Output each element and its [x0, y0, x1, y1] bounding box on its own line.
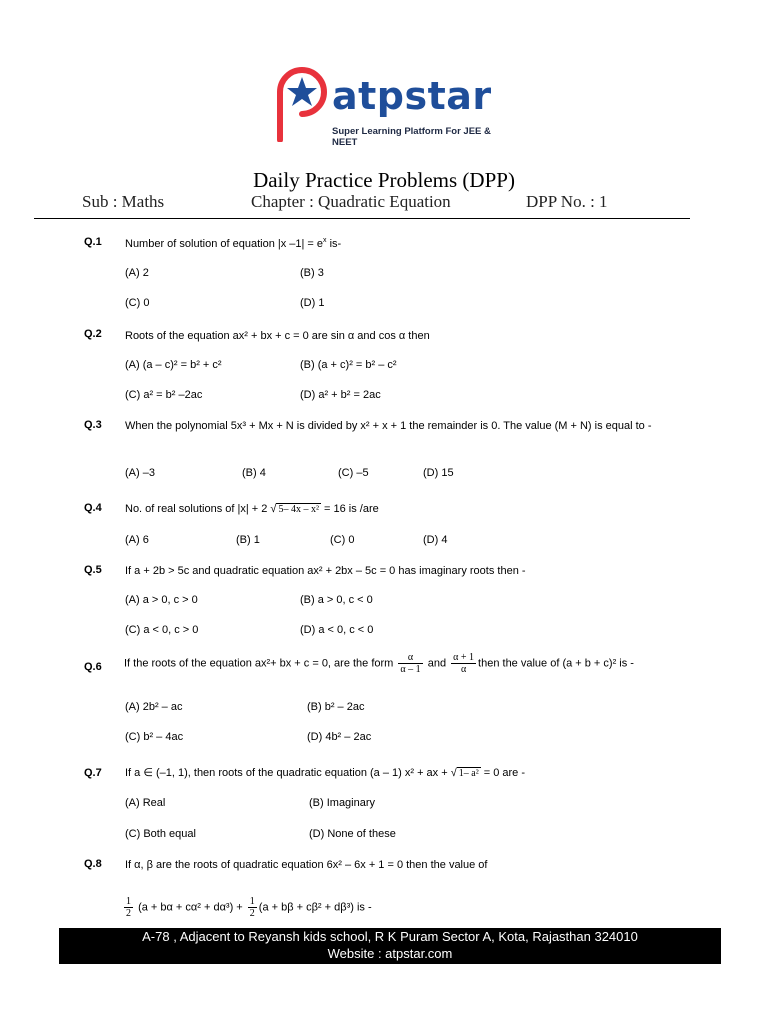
question-expression: $\frac{1}{2}$ (a + bα + cα² + dα³) + $\frac{1}{2}$ (a + bβ + cβ² + dβ³) is -: [126, 896, 372, 919]
option-d: (D) a < 0, c < 0: [300, 624, 374, 636]
option-a: (A) Real: [125, 797, 166, 809]
footer-address: A-78 , Adjacent to Reyansh kids school, R K Puram Sector A, Kota, Rajasthan 324010: [142, 929, 638, 944]
logo-p-star-icon: [272, 62, 332, 142]
question-text: If the roots of the equation ax²+ bx + c = 0, are the form $\frac{\alpha}{\alpha - 1}$ and $\frac{\alpha + 1}{\alpha}$ then the value of (a + b + c)² is -: [124, 652, 634, 675]
logo-wordmark: atpstar: [332, 74, 492, 118]
atpstar-logo: [272, 62, 502, 148]
option-b: (B) b² – 2ac: [307, 701, 365, 713]
option-c: (C) 0: [330, 534, 355, 546]
dpp-number: DPP No. : 1: [526, 192, 608, 211]
option-c: (C) 0: [125, 297, 150, 309]
option-c: (C) –5: [338, 467, 369, 479]
question-number: Q.6: [84, 661, 102, 673]
question-number: Q.4: [84, 502, 102, 514]
footer-website: Website : atpstar.com: [327, 946, 453, 961]
question-text: If α, β are the roots of quadratic equation 6x² – 6x + 1 = 0 then the value of: [125, 859, 488, 871]
option-c: (C) a < 0, c > 0: [125, 624, 199, 636]
option-b: (B) a > 0, c < 0: [300, 594, 373, 606]
question-number: Q.7: [84, 767, 102, 779]
chapter-label: Chapter : Quadratic Equation: [251, 192, 451, 211]
question-text: If a + 2b > 5c and quadratic equation ax² + 2bx – 5c = 0 has imaginary roots then -: [125, 565, 526, 577]
question-text: When the polynomial 5x³ + Mx + N is divided by x² + x + 1 the remainder is 0. The value (M + N) is equal to -: [125, 420, 652, 432]
option-a: (A) a > 0, c > 0: [125, 594, 198, 606]
option-a: (A) 2: [125, 267, 149, 279]
option-d: (D) a² + b² = 2ac: [300, 389, 381, 401]
option-b: (B) 4: [242, 467, 266, 479]
header-divider: [34, 218, 690, 219]
page-title: Daily Practice Problems (DPP): [253, 168, 515, 192]
option-d: (D) 15: [423, 467, 454, 479]
question-text: If a ∈ (–1, 1), then roots of the quadratic equation (a – 1) x² + ax + √ 1– a² = 0 are -: [125, 767, 526, 779]
fraction: $\frac{\alpha + 1}{\alpha}$: [453, 652, 475, 675]
logo-tagline: Super Learning Platform For JEE & NEET: [332, 126, 491, 148]
question-number: Q.2: [84, 328, 102, 340]
option-a: (A) (a – c)² = b² + c²: [125, 359, 222, 371]
option-b: (B) Imaginary: [309, 797, 376, 809]
question-number: Q.3: [84, 419, 102, 431]
option-d: (D) 1: [300, 297, 325, 309]
question-number: Q.5: [84, 564, 102, 576]
question-text: Roots of the equation ax² + bx + c = 0 are sin α and cos α then: [125, 330, 430, 342]
option-c: (C) Both equal: [125, 828, 196, 840]
option-c: (C) a² = b² –2ac: [125, 389, 203, 401]
fraction: $\frac{\alpha}{\alpha - 1}$: [400, 652, 421, 675]
fraction: $\frac{1}{2}$: [126, 896, 131, 919]
subject-label: Sub : Maths: [82, 192, 165, 211]
question-text: No. of real solutions of |x| + 2 √ 5– 4x – x² = 16 is /are: [125, 503, 379, 515]
question-text: Number of solution of equation |x $-1| = e^x$ is-: [125, 237, 342, 250]
option-d: (D) None of these: [309, 828, 396, 840]
question-number: Q.1: [84, 236, 102, 248]
option-d: (D) 4b² – 2ac: [307, 731, 372, 743]
fraction: $\frac{1}{2}$: [249, 896, 255, 919]
option-a: (A) 6: [125, 534, 149, 546]
option-b: (B) 1: [236, 534, 260, 546]
option-b: (B) 3: [300, 267, 324, 279]
footer-bar: [59, 928, 721, 964]
option-b: (B) (a + c)² = b² – c²: [300, 359, 397, 371]
question-number: Q.8: [84, 858, 102, 870]
option-d: (D) 4: [423, 534, 448, 546]
option-c: (C) b² – 4ac: [125, 731, 184, 743]
option-a: (A) 2b² – ac: [125, 701, 183, 713]
option-a: (A) –3: [125, 467, 155, 479]
